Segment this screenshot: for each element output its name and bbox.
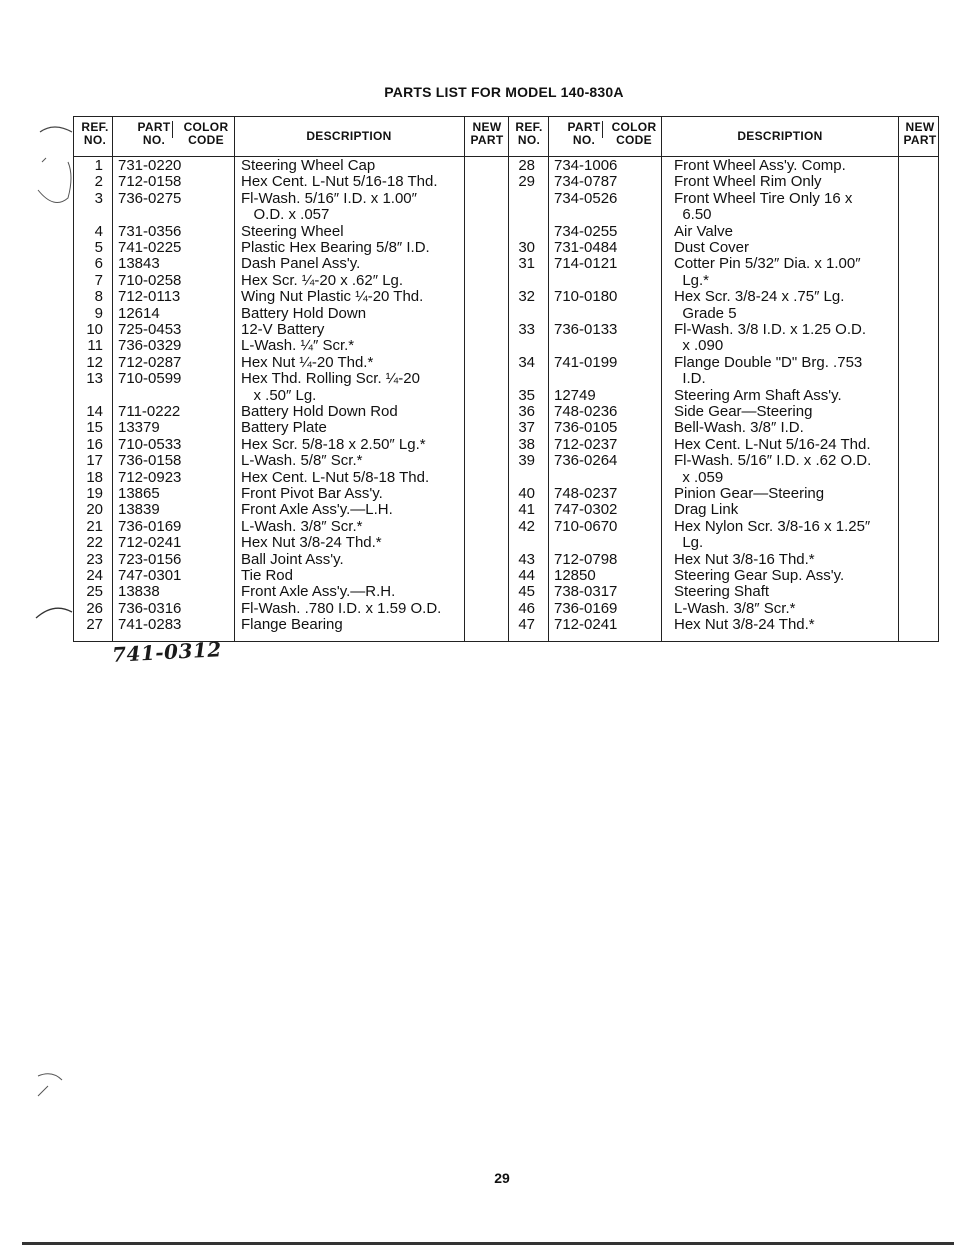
ref-no-cell: 24 <box>86 567 103 584</box>
col-divider <box>548 117 549 641</box>
part-no-cell: 731-0484 <box>554 239 618 256</box>
ref-no-cell: 15 <box>86 419 103 437</box>
description-cell: Steering Gear Sup. Ass'y. <box>674 567 845 584</box>
ref-no-cell: 11 <box>87 337 103 355</box>
description-cell: O.D. x .057 <box>241 206 330 224</box>
part-no-cell: 734-0787 <box>554 173 618 191</box>
col-divider <box>464 117 465 641</box>
col-divider <box>112 117 113 641</box>
description-cell: Front Wheel Ass'y. Comp. <box>674 157 846 174</box>
parts-table <box>73 116 939 642</box>
description-cell: Front Axle Ass'y.—L.H. <box>241 501 393 519</box>
description-cell: Front Wheel Tire Only 16 x <box>674 189 853 207</box>
description-cell: Front Axle Ass'y.—R.H. <box>241 583 396 601</box>
description-cell: Hex Nut ¼-20 Thd.* <box>241 353 374 371</box>
part-no-cell: 736-0264 <box>554 452 618 470</box>
ref-no-cell: 16 <box>86 435 103 453</box>
col-divider <box>661 117 662 641</box>
ref-no-cell: 38 <box>518 435 535 453</box>
scan-artifact-marks <box>28 118 76 208</box>
part-no-cell: 736-0169 <box>554 599 618 617</box>
part-no-cell: 712-0798 <box>554 550 618 568</box>
description-cell: Front Wheel Rim Only <box>674 173 822 191</box>
description-cell: x .50″ Lg. <box>241 386 317 404</box>
description-cell: Plastic Hex Bearing 5/8″ I.D. <box>241 239 430 256</box>
part-no-cell: 712-0237 <box>554 435 618 453</box>
header-new-part: NEW PART <box>903 120 937 147</box>
part-no-cell: 710-0533 <box>118 435 182 453</box>
part-no-cell: 747-0302 <box>554 501 618 519</box>
part-no-cell: 714-0121 <box>554 255 618 273</box>
ref-no-cell: 22 <box>86 534 103 552</box>
part-no-cell: 13379 <box>118 419 160 437</box>
header-description: DESCRIPTION <box>737 129 823 143</box>
col-divider <box>898 117 899 641</box>
description-cell: Fl-Wash. 5/16″ I.D. x 1.00″ <box>241 189 417 207</box>
header-ref-no: REF. NO. <box>81 120 109 147</box>
part-no-cell: 712-0158 <box>118 173 182 191</box>
ref-no-cell: 33 <box>518 321 535 338</box>
ref-no-cell: 40 <box>518 485 535 502</box>
description-cell: 12-V Battery <box>241 321 325 338</box>
description-cell: Battery Hold Down <box>241 304 367 322</box>
part-no-cell: 734-1006 <box>554 157 618 174</box>
part-no-cell: 738-0317 <box>554 583 618 601</box>
ref-no-cell: 6 <box>94 255 103 273</box>
ref-no-cell: 17 <box>86 452 103 470</box>
part-no-cell: 712-0113 <box>118 288 181 306</box>
part-no-cell: 736-0105 <box>554 419 618 437</box>
description-cell: x .059 <box>674 468 724 486</box>
description-cell: Fl-Wash. 5/16″ I.D. x .62 O.D. <box>674 452 872 470</box>
ref-no-cell: 3 <box>94 189 103 207</box>
ref-no-cell: 2 <box>94 173 103 191</box>
description-cell: Fl-Wash. 3/8 I.D. x 1.25 O.D. <box>674 321 866 338</box>
col-divider <box>234 117 235 641</box>
ref-no-cell: 39 <box>518 452 535 470</box>
part-no-cell: 13838 <box>118 583 160 601</box>
ref-no-cell: 34 <box>518 353 535 371</box>
ref-no-cell: 41 <box>518 501 535 519</box>
ref-no-cell: 14 <box>86 403 103 420</box>
description-cell: Front Pivot Bar Ass'y. <box>241 485 383 502</box>
ref-no-cell: 20 <box>86 501 103 519</box>
part-no-cell: 734-0526 <box>554 189 618 207</box>
ref-no-cell: 37 <box>518 419 535 437</box>
part-no-cell: 736-0169 <box>118 517 182 535</box>
ref-no-cell: 1 <box>94 157 103 174</box>
ref-no-cell: 25 <box>86 583 103 601</box>
ref-no-cell: 7 <box>94 271 103 289</box>
header-color-code: COLOR CODE <box>611 120 657 147</box>
ref-no-cell: 31 <box>518 255 535 273</box>
description-cell: Hex Cent. L-Nut 5/16-24 Thd. <box>674 435 871 453</box>
part-no-cell: 711-0222 <box>118 403 181 420</box>
part-no-cell: 736-0158 <box>118 452 182 470</box>
description-cell: Hex Nut 3/8-24 Thd.* <box>241 534 382 552</box>
ref-no-cell: 35 <box>518 386 535 404</box>
ref-no-cell: 28 <box>518 157 535 174</box>
description-cell: Hex Thd. Rolling Scr. ¼-20 <box>241 370 420 388</box>
ref-no-cell: 10 <box>86 321 103 338</box>
ref-no-cell: 30 <box>518 239 535 256</box>
part-no-cell: 723-0156 <box>118 550 182 568</box>
description-cell: Hex Scr. 5/8-18 x 2.50″ Lg.* <box>241 435 426 453</box>
part-no-cell: 736-0329 <box>118 337 182 355</box>
part-no-cell: 12614 <box>118 304 160 322</box>
ref-no-cell: 18 <box>86 468 103 486</box>
description-cell: 6.50 <box>674 206 712 224</box>
description-cell: Wing Nut Plastic ¼-20 Thd. <box>241 288 424 306</box>
scan-artifact-marks <box>34 1066 68 1102</box>
description-cell: L-Wash. 3/8″ Scr.* <box>674 599 796 617</box>
description-cell: Steering Shaft <box>674 583 770 601</box>
ref-no-cell: 43 <box>518 550 535 568</box>
description-cell: Steering Arm Shaft Ass'y. <box>674 386 842 404</box>
ref-no-cell: 44 <box>518 567 535 584</box>
part-no-cell: 748-0237 <box>554 485 618 502</box>
description-cell: Ball Joint Ass'y. <box>241 550 344 568</box>
ref-no-cell: 13 <box>86 370 103 388</box>
ref-no-cell: 36 <box>518 403 535 420</box>
page-number: 29 <box>494 1170 510 1186</box>
ref-no-cell: 9 <box>94 304 103 322</box>
description-cell: Grade 5 <box>674 304 737 322</box>
description-cell: x .090 <box>674 337 724 355</box>
part-no-cell: 731-0356 <box>118 222 182 240</box>
description-cell: I.D. <box>674 370 706 388</box>
ref-no-cell: 45 <box>518 583 535 601</box>
part-no-cell: 712-0287 <box>118 353 182 371</box>
description-cell: L-Wash. ¼″ Scr.* <box>241 337 355 355</box>
part-no-cell: 736-0133 <box>554 321 618 338</box>
page-title: PARTS LIST FOR MODEL 140-830A <box>384 84 624 100</box>
description-cell: Tie Rod <box>241 567 293 584</box>
part-no-cell: 710-0180 <box>554 288 618 306</box>
header-description: DESCRIPTION <box>306 129 392 143</box>
ref-no-cell: 4 <box>94 222 103 240</box>
part-no-cell: 712-0241 <box>118 534 182 552</box>
header-ref-no: REF. NO. <box>515 120 543 147</box>
ref-no-cell: 19 <box>86 485 103 502</box>
description-cell: Flange Bearing <box>241 616 343 634</box>
description-cell: Hex Cent. L-Nut 5/8-18 Thd. <box>241 468 430 486</box>
part-no-cell: 712-0923 <box>118 468 182 486</box>
description-cell: Hex Nylon Scr. 3/8-16 x 1.25″ <box>674 517 871 535</box>
part-no-cell: 712-0241 <box>554 616 618 634</box>
description-cell: L-Wash. 3/8″ Scr.* <box>241 517 363 535</box>
description-cell: Hex Scr. ¼-20 x .62″ Lg. <box>241 271 404 289</box>
description-cell: Pinion Gear—Steering <box>674 485 825 502</box>
ref-no-cell: 5 <box>94 239 103 256</box>
part-no-cell: 710-0670 <box>554 517 618 535</box>
description-cell: Steering Wheel <box>241 222 344 240</box>
part-no-cell: 747-0301 <box>118 567 182 584</box>
header-new-part: NEW PART <box>470 120 504 147</box>
part-no-cell: 725-0453 <box>118 321 182 338</box>
description-cell: Hex Cent. L-Nut 5/16-18 Thd. <box>241 173 438 191</box>
description-cell: Steering Wheel Cap <box>241 157 376 174</box>
part-no-cell: 734-0255 <box>554 222 618 240</box>
description-cell: Air Valve <box>674 222 733 240</box>
description-cell: Bell-Wash. 3/8″ I.D. <box>674 419 804 437</box>
description-cell: Dust Cover <box>674 239 750 256</box>
ref-no-cell: 27 <box>86 616 103 634</box>
part-no-cell: 710-0258 <box>118 271 182 289</box>
part-no-cell: 748-0236 <box>554 403 618 420</box>
part-no-cell: 13865 <box>118 485 160 502</box>
bottom-rule <box>22 1242 954 1245</box>
ref-no-cell: 21 <box>86 517 103 535</box>
description-cell: Side Gear—Steering <box>674 403 813 420</box>
part-no-cell: 736-0316 <box>118 599 182 617</box>
part-no-cell: 710-0599 <box>118 370 182 388</box>
ref-no-cell: 23 <box>86 550 103 568</box>
part-no-cell: 13843 <box>118 255 160 273</box>
description-cell: Battery Hold Down Rod <box>241 403 398 420</box>
part-no-cell: 741-0283 <box>118 616 182 634</box>
scan-artifact-marks <box>34 600 74 622</box>
description-cell: Battery Plate <box>241 419 327 437</box>
description-cell: Hex Nut 3/8-24 Thd.* <box>674 616 815 634</box>
description-cell: L-Wash. 5/8″ Scr.* <box>241 452 363 470</box>
ref-no-cell: 46 <box>518 599 535 617</box>
description-cell: Lg. <box>674 534 704 552</box>
ref-no-cell: 47 <box>518 616 535 634</box>
part-no-cell: 741-0199 <box>554 353 618 371</box>
description-cell: Fl-Wash. .780 I.D. x 1.59 O.D. <box>241 599 442 617</box>
ref-no-cell: 8 <box>94 288 103 306</box>
description-cell: Cotter Pin 5/32″ Dia. x 1.00″ <box>674 255 861 273</box>
ref-no-cell: 32 <box>518 288 535 306</box>
ref-no-cell: 29 <box>518 173 535 191</box>
header-color-code: COLOR CODE <box>183 120 229 147</box>
header-part-no: PART NO. <box>137 120 171 147</box>
part-no-cell: 731-0220 <box>118 157 182 174</box>
header-part-no: PART NO. <box>567 120 601 147</box>
ref-no-cell: 12 <box>86 353 103 371</box>
description-cell: Drag Link <box>674 501 739 519</box>
description-cell: Hex Nut 3/8-16 Thd.* <box>674 550 815 568</box>
description-cell: Hex Scr. 3/8-24 x .75″ Lg. <box>674 288 845 306</box>
handwritten-correction: 741-0312 <box>111 637 223 667</box>
part-no-cell: 736-0275 <box>118 189 182 207</box>
description-cell: Flange Double "D" Brg. .753 <box>674 353 863 371</box>
description-cell: Dash Panel Ass'y. <box>241 255 361 273</box>
description-cell: Lg.* <box>674 271 710 289</box>
ref-no-cell: 42 <box>518 517 535 535</box>
part-no-cell: 12749 <box>554 386 596 404</box>
part-no-cell: 13839 <box>118 501 160 519</box>
part-no-cell: 741-0225 <box>118 239 182 256</box>
ref-no-cell: 26 <box>86 599 103 617</box>
part-no-cell: 12850 <box>554 567 596 584</box>
